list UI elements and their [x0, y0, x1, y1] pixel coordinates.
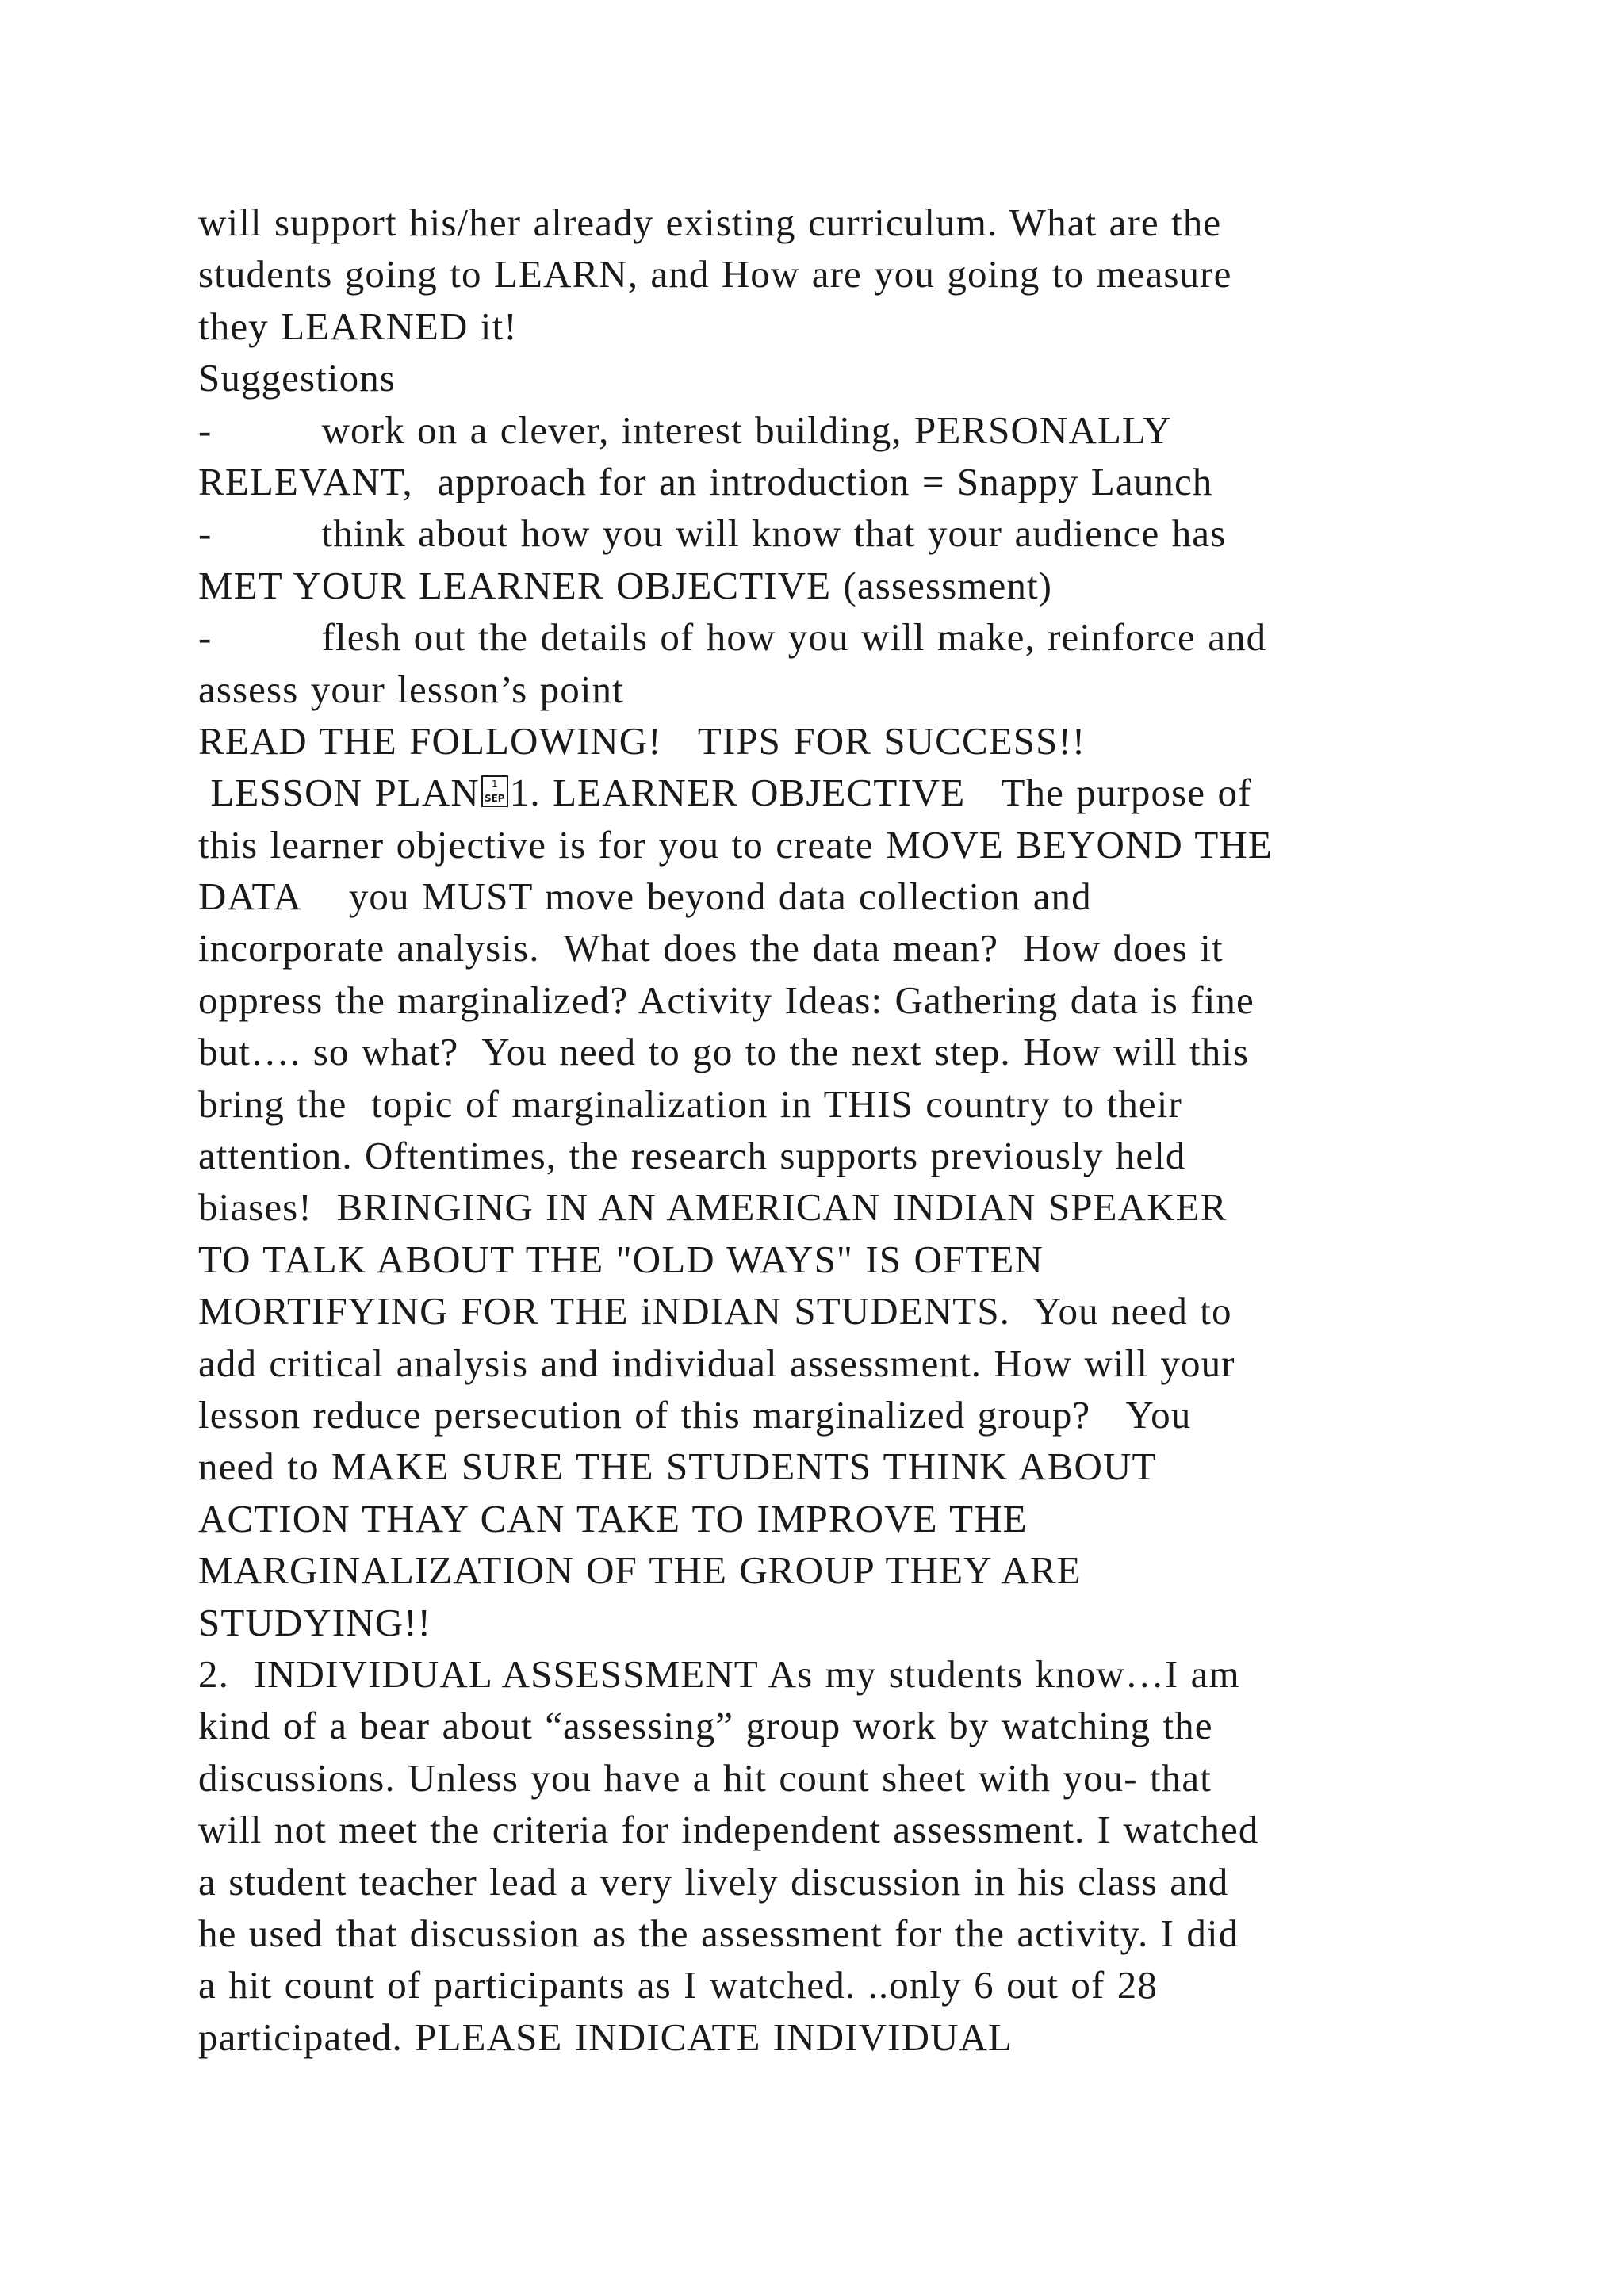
- text-line: they LEARNED it!: [198, 304, 518, 348]
- text-line: this learner objective is for you to create MOVE BEYOND THE: [198, 822, 1273, 867]
- text-line: RELEVANT, approach for an introduction = Snappy Launch: [198, 459, 1213, 503]
- text-block-intro: [198, 197, 1435, 767]
- text-line: lesson reduce persecution of this marginalized group? You: [198, 1392, 1192, 1437]
- text-line: he used that discussion as the assessment for the activity. I did: [198, 1911, 1239, 1955]
- lesson-plan-label: LESSON PLAN: [198, 771, 480, 815]
- bullet-line: - flesh out the details of how you will make, reinforce and: [198, 615, 1267, 660]
- bullet-line: - think about how you will know that your audience has: [198, 511, 1227, 556]
- text-line: discussions. Unless you have a hit count sheet with you- that: [198, 1755, 1212, 1800]
- text-block-body: [198, 819, 1435, 2063]
- separator-glyph-icon: [481, 775, 508, 807]
- bullet-line: - work on a clever, interest building, PERSONALLY: [198, 408, 1172, 452]
- text-line: MET YOUR LEARNER OBJECTIVE (assessment): [198, 563, 1053, 607]
- text-line: assess your lesson’s point: [198, 667, 624, 711]
- text-line: but…. so what? You need to go to the next step. How will this: [198, 1030, 1250, 1074]
- text-line: bring the topic of marginalization in THIS country to their: [198, 1081, 1182, 1126]
- text-line: TO TALK ABOUT THE "OLD WAYS" IS OFTEN: [198, 1237, 1044, 1281]
- text-line: participated. PLEASE INDICATE INDIVIDUAL: [198, 2015, 1013, 2059]
- text-line: will not meet the criteria for independent assessment. I watched: [198, 1808, 1259, 1852]
- separator-glyph-top: 1: [491, 779, 498, 790]
- document-page: [198, 197, 1435, 2063]
- text-line: oppress the marginalized? Activity Ideas: Gathering data is fine: [198, 978, 1254, 1022]
- learner-objective-heading: 1. LEARNER OBJECTIVE The purpose of: [509, 771, 1252, 815]
- text-line: attention. Oftentimes, the research supports previously held: [198, 1134, 1186, 1178]
- text-line: a student teacher lead a very lively discussion in his class and: [198, 1859, 1229, 1904]
- lesson-plan-line: [198, 767, 1435, 818]
- text-line: MORTIFYING FOR THE iNDIAN STUDENTS. You need to: [198, 1289, 1232, 1334]
- text-line: a hit count of participants as I watched. ..only 6 out of 28: [198, 1963, 1158, 2007]
- text-line: incorporate analysis. What does the data mean? How does it: [198, 926, 1224, 970]
- individual-assessment-heading: 2. INDIVIDUAL ASSESSMENT As my students know…I am: [198, 1651, 1240, 1696]
- text-line: STUDYING!!: [198, 1600, 432, 1644]
- text-line: ACTION THAY CAN TAKE TO IMPROVE THE: [198, 1496, 1028, 1540]
- tips-heading: READ THE FOLLOWING! TIPS FOR SUCCESS!!: [198, 718, 1086, 763]
- separator-glyph-bottom: SEP: [484, 793, 505, 805]
- text-line: MARGINALIZATION OF THE GROUP THEY ARE: [198, 1548, 1082, 1593]
- text-line: biases! BRINGING IN AN AMERICAN INDIAN SPEAKER: [198, 1185, 1228, 1230]
- section-heading-suggestions: Suggestions: [198, 356, 396, 400]
- text-line: need to MAKE SURE THE STUDENTS THINK ABOUT: [198, 1445, 1157, 1489]
- text-line: kind of a bear about “assessing” group work by watching the: [198, 1704, 1213, 1748]
- text-line: students going to LEARN, and How are you going to measure: [198, 252, 1232, 297]
- text-line: will support his/her already existing curriculum. What are the: [198, 201, 1222, 244]
- text-line: DATA you MUST move beyond data collection and: [198, 874, 1092, 919]
- text-line: add critical analysis and individual assessment. How will your: [198, 1341, 1235, 1385]
